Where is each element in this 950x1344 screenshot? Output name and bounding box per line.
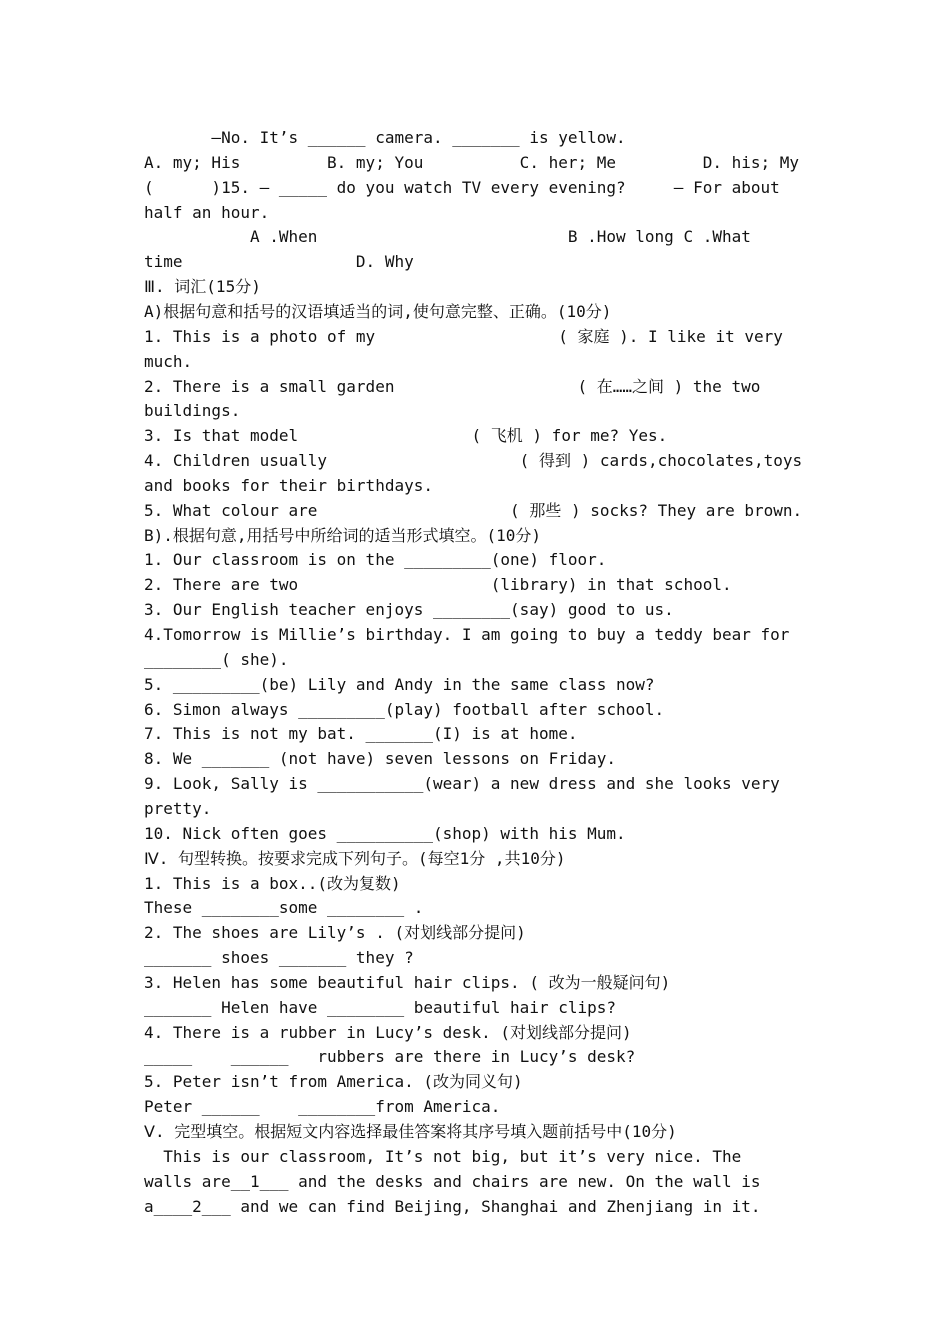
text-line: 6. Simon always _________(play) football after school. xyxy=(144,699,665,719)
text-line: half an hour. xyxy=(144,202,270,222)
text-line: These ________some ________ . xyxy=(144,898,424,918)
text-line: A)根据句意和括号的汉语填适当的词,使句意完整、正确。(10分) xyxy=(144,301,612,321)
text-line: 2. There are two (library) in that school. xyxy=(144,575,732,595)
text-line: 2. There is a small garden ( 在……之间 ) the two xyxy=(144,376,761,396)
text-line: 10. Nick often goes __________(shop) with his Mum. xyxy=(144,823,626,843)
text-line: a____2___ and we can find Beijing, Shanghai and Zhenjiang in it. xyxy=(144,1196,761,1216)
text-line: 2. The shoes are Lily’s . (对划线部分提问) xyxy=(144,923,526,943)
text-line: Ⅳ. 句型转换。按要求完成下列句子。(每空1分 ,共10分) xyxy=(144,848,566,868)
text-line: 4. Children usually ( 得到 ) cards,chocolates,toys xyxy=(144,451,803,471)
text-line: ________( she). xyxy=(144,649,289,669)
text-line: 3. Is that model ( 飞机 ) for me? Yes. xyxy=(144,426,668,446)
text-line: A .When B .How long C .What xyxy=(144,227,751,247)
text-line: A. my; His B. my; You C. her; Me D. his; My xyxy=(144,152,800,172)
text-line: buildings. xyxy=(144,401,241,421)
text-line: B).根据句意,用括号中所给词的适当形式填空。(10分) xyxy=(144,525,542,545)
text-line: 3. Our English teacher enjoys ________(say) good to us. xyxy=(144,600,674,620)
text-line: 9. Look, Sally is ___________(wear) a new dress and she looks very xyxy=(144,774,780,794)
text-line: 1. This is a photo of my ( 家庭 ). I like it very xyxy=(144,326,783,346)
text-line: This is our classroom, It’s not big, but it’s very nice. The xyxy=(144,1146,742,1166)
text-line: pretty. xyxy=(144,798,212,818)
text-line: much. xyxy=(144,351,193,371)
text-line: 1. This is a box..(改为复数) xyxy=(144,873,401,893)
text-line: and books for their birthdays. xyxy=(144,475,433,495)
text-line: 4.Tomorrow is Millie’s birthday. I am going to buy a teddy bear for xyxy=(144,625,790,644)
text-line: 7. This is not my bat. _______(I) is at home. xyxy=(144,724,578,744)
text-line: 3. Helen has some beautiful hair clips. ( 改为一般疑问句) xyxy=(144,972,671,992)
text-line: Ⅴ. 完型填空。根据短文内容选择最佳答案将其序号填入题前括号中(10分) xyxy=(144,1122,677,1141)
text-line: time D. Why xyxy=(144,252,414,272)
text-line: 5. _________(be) Lily and Andy in the same class now? xyxy=(144,674,655,694)
text-line: walls are__1___ and the desks and chairs are new. On the wall is xyxy=(144,1171,761,1191)
text-line: ( )15. — _____ do you watch TV every evening? — For about xyxy=(144,177,780,197)
text-line: _______ shoes _______ they ? xyxy=(144,948,414,968)
text-line: 4. There is a rubber in Lucy’s desk. (对划线部分提问) xyxy=(144,1022,632,1042)
text-line: 8. We _______ (not have) seven lessons on Friday. xyxy=(144,749,617,769)
text-line: Ⅲ. 词汇(15分) xyxy=(144,277,261,297)
text-line: 5. Peter isn’t from America. (改为同义句) xyxy=(144,1072,523,1092)
text-line: 5. What colour are ( 那些 ) socks? They are brown. xyxy=(144,500,803,520)
text-line: _______ Helen have ________ beautiful hair clips? xyxy=(144,997,617,1017)
text-line: Peter ______ ________from America. xyxy=(144,1097,501,1117)
text-line: _____ ______ rubbers are there in Lucy’s desk? xyxy=(144,1047,636,1067)
text-line: —No. It’s ______ camera. _______ is yellow. xyxy=(144,128,626,147)
text-line: 1. Our classroom is on the _________(one) floor. xyxy=(144,550,607,570)
